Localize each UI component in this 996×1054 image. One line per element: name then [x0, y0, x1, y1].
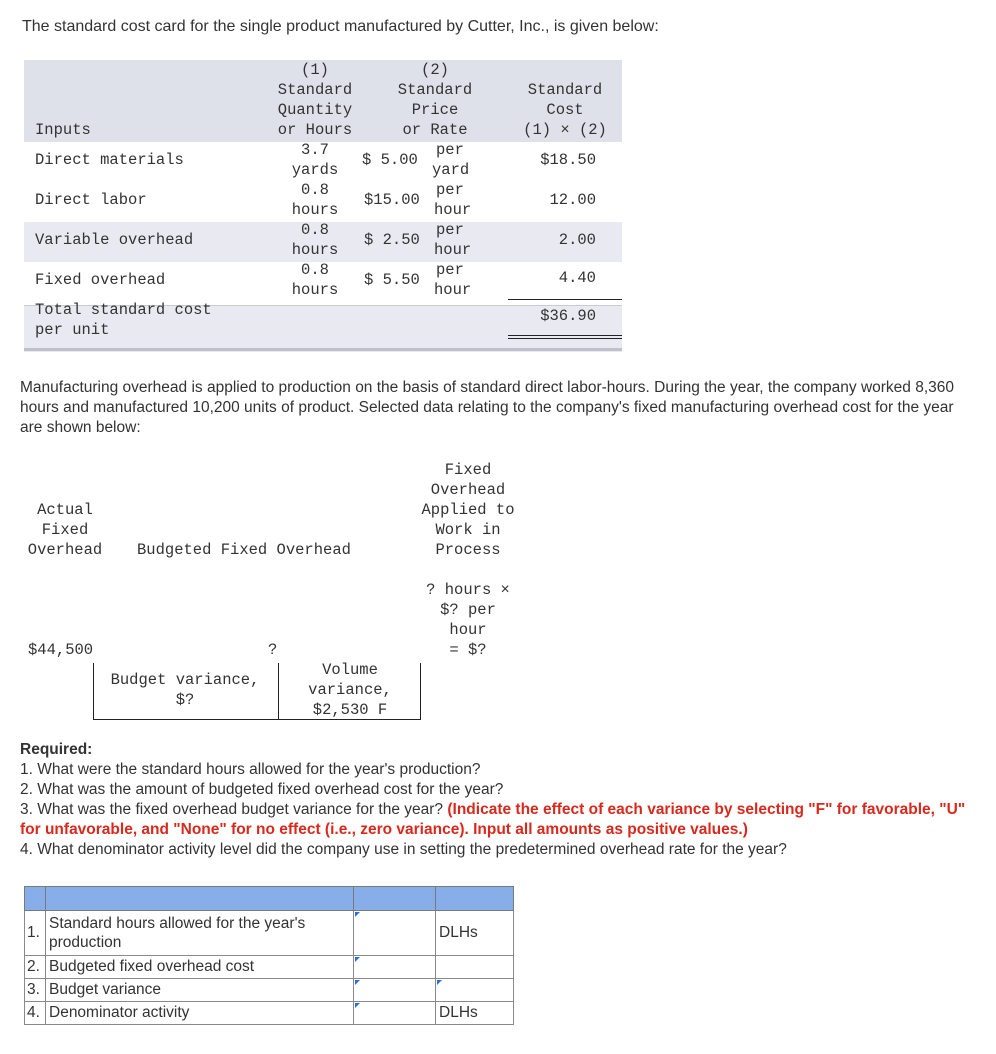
row-price: $ 5.00 [362, 151, 418, 169]
answer-row-unit: DLHs [436, 1002, 514, 1025]
actual-header-line3: Overhead [27, 541, 103, 559]
answer-row-2 [25, 956, 514, 979]
row-cost: 12.00 [549, 191, 596, 209]
answer-row-3 [25, 979, 514, 1002]
question-3-text: 3. What was the fixed overhead budget variance for the year? [20, 801, 444, 818]
row-per: per [436, 181, 464, 199]
actual-value: $44,500 [28, 641, 94, 659]
budget-variance-line1: Budget variance, [110, 671, 260, 689]
row-label-direct-labor: Direct labor [35, 191, 147, 209]
row-price: $15.00 [364, 191, 420, 209]
header-col1-line4: or Hours [277, 121, 353, 139]
applied-header-line1: Fixed [444, 461, 492, 479]
row-per: per [436, 261, 464, 279]
denominator-activity-input[interactable] [354, 1002, 436, 1025]
applied-header-line3: Applied to [421, 501, 515, 519]
budget-variance-line2: $? [175, 691, 195, 709]
header-col1-line2: Standard [277, 81, 353, 99]
question-2: 2. What was the amount of budgeted fixed overhead cost for the year? [20, 781, 504, 798]
volume-variance-line2: variance, [308, 681, 392, 699]
diagram-right-bracket [420, 663, 421, 720]
row-price: $ 5.50 [364, 271, 420, 289]
applied-calc-line2: $? per [440, 601, 496, 619]
total-label-line2: per unit [35, 321, 110, 339]
applied-header-line2: Overhead [430, 481, 506, 499]
overhead-paragraph: Manufacturing overhead is applied to production on the basis of standard direct labor-hours. During the year, the company worked 8,360 hours and manufactured 10,200 units of product. Selected data relating to the company's fixed manufacturing overhead cost for the year are shown below: [20, 379, 955, 436]
header-col1-line3: Quantity [277, 101, 353, 119]
answer-row-label: Standard hours allowed for the year's production [46, 911, 354, 956]
header-col2-line4: or Rate [402, 121, 468, 139]
header-col2-line2: Standard [397, 81, 473, 99]
header-col3-line2: Cost [546, 101, 584, 119]
answer-row-1 [25, 911, 514, 956]
budgeted-fixed-overhead-input[interactable] [354, 956, 436, 979]
row-cost: 4.40 [558, 269, 596, 287]
header-col3-line1: Standard [527, 81, 603, 99]
actual-header-line2: Fixed [41, 521, 89, 539]
required-title: Required: [20, 741, 93, 758]
row-price: $ 2.50 [364, 231, 420, 249]
answer-table [24, 886, 514, 1025]
applied-calc-line3: hour [449, 621, 487, 639]
header-col1-line1: (1) [301, 61, 329, 79]
answer-row-number: 3. [25, 979, 46, 1002]
question-3 [20, 800, 970, 840]
question-4: 4. What denominator activity level did the company use in setting the predetermined overhead rate for the year? [20, 841, 787, 858]
diagram-middle-bracket [278, 663, 279, 720]
answer-row-number: 2. [25, 956, 46, 979]
row-qty: 3.7 [301, 141, 329, 159]
header-inputs: Inputs [35, 121, 91, 139]
volume-variance-line1: Volume [322, 661, 378, 679]
row-per: per [436, 141, 464, 159]
row-qty: 0.8 [301, 261, 329, 279]
row-qty: 0.8 [301, 221, 329, 239]
row-label-variable-overhead: Variable overhead [35, 231, 194, 249]
header-col2-line3: Price [411, 101, 459, 119]
header-col3-line3: (1) × (2) [523, 121, 607, 139]
answer-row-label: Budget variance [46, 979, 354, 1002]
budgeted-header: Budgeted Fixed Overhead [137, 541, 351, 559]
required-section [20, 740, 970, 860]
row-label-fixed-overhead: Fixed overhead [35, 271, 166, 289]
answer-row-label: Denominator activity [46, 1002, 354, 1025]
budgeted-value: ? [268, 641, 278, 659]
row-per: per [436, 221, 464, 239]
answer-row-4 [25, 1002, 514, 1025]
intro-text: The standard cost card for the single product manufactured by Cutter, Inc., is given below: [22, 18, 659, 35]
header-col2-line1: (2) [421, 61, 449, 79]
total-cost: $36.90 [540, 307, 596, 325]
standard-hours-input[interactable] [354, 911, 436, 956]
budget-variance-effect-select[interactable] [436, 979, 514, 1002]
budget-variance-input[interactable] [354, 979, 436, 1002]
applied-calc-line1: ? hours × [426, 581, 510, 599]
volume-variance-line3: $2,530 F [312, 701, 388, 719]
total-label-line1: Total standard cost [35, 301, 212, 319]
answer-row-number: 4. [25, 1002, 46, 1025]
question-3-note: (Indicate the effect of each variance by selecting "F" for favorable, "U" for unfavorable, and "None" for no effect (i.e., zero variance). Input all amounts as positive values.) [20, 801, 966, 838]
question-1: 1. What were the standard hours allowed for the year's production? [20, 761, 481, 778]
diagram-left-bracket [93, 663, 94, 720]
row-qty-unit: hours [291, 241, 339, 259]
row-qty-unit: hours [291, 201, 339, 219]
answer-row-number: 1. [25, 911, 46, 956]
row-qty-unit: yards [291, 161, 339, 179]
row-rate-unit: hour [434, 201, 472, 219]
answer-row-unit [436, 956, 514, 979]
applied-header-line5: Process [435, 541, 501, 559]
row-cost: $18.50 [540, 151, 596, 169]
row-qty-unit: hours [291, 281, 339, 299]
answer-row-unit: DLHs [436, 911, 514, 956]
row-qty: 0.8 [301, 181, 329, 199]
row-rate-unit: hour [434, 281, 472, 299]
actual-header-line1: Actual [37, 501, 93, 519]
answer-table-header [25, 887, 514, 911]
row-rate-unit: hour [434, 241, 472, 259]
applied-header-line4: Work in [435, 521, 501, 539]
applied-calc-line4: = $? [449, 641, 487, 659]
row-rate-unit: yard [432, 161, 470, 179]
row-cost: 2.00 [558, 231, 596, 249]
row-label-direct-materials: Direct materials [35, 151, 184, 169]
answer-row-label: Budgeted fixed overhead cost [46, 956, 354, 979]
